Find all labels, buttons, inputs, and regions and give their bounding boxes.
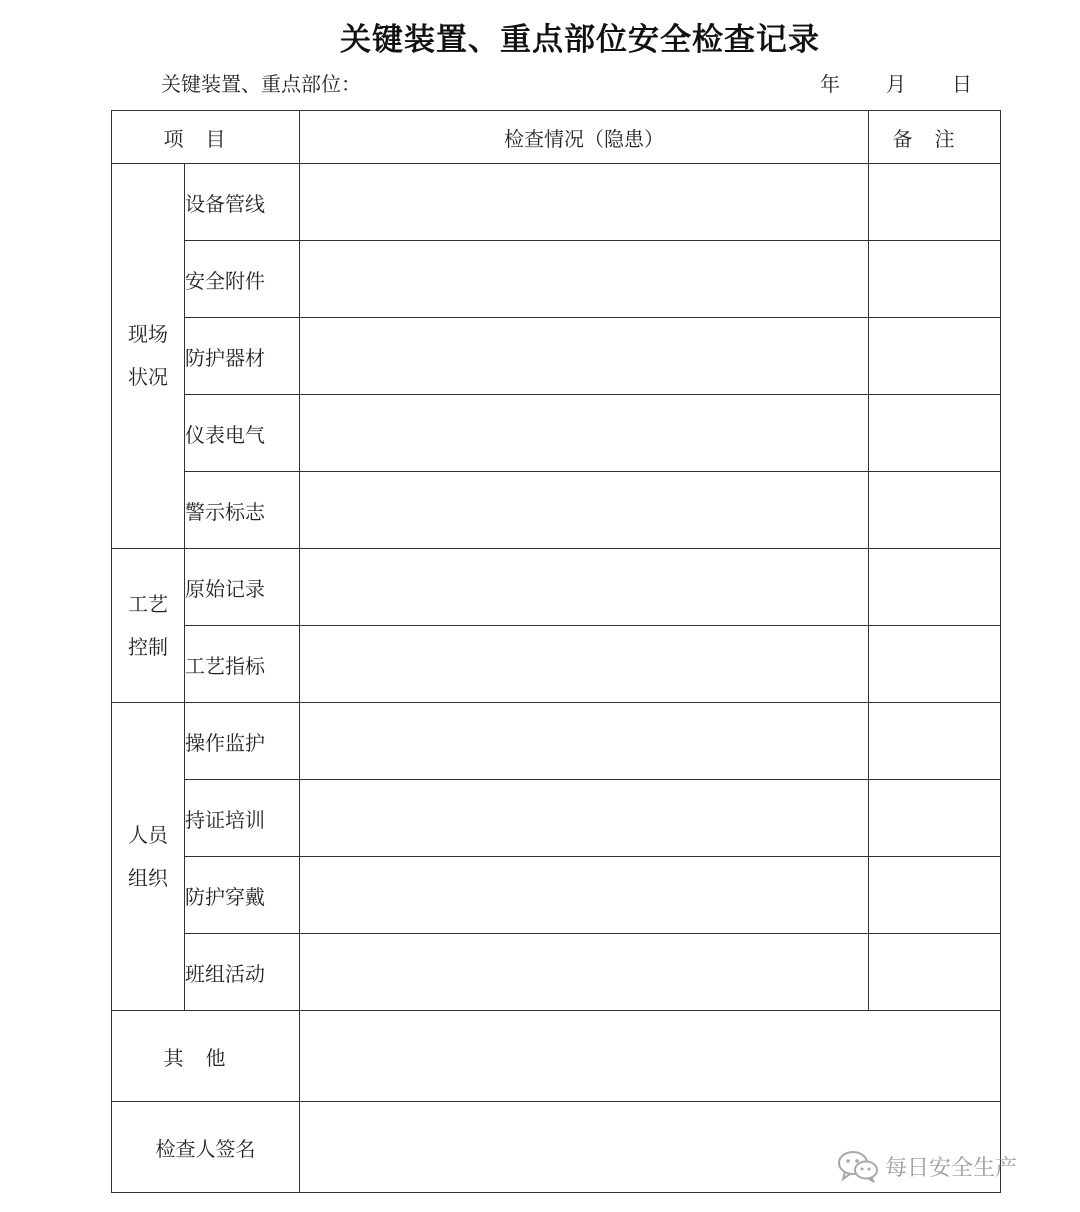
table-row (112, 934, 1001, 1011)
group-label-line: 人员 (128, 822, 168, 847)
remarks-cell[interactable] (869, 703, 1001, 780)
table-row-other (112, 1011, 1001, 1102)
remarks-cell[interactable] (869, 626, 1001, 703)
table-row (112, 626, 1001, 703)
remarks-cell[interactable] (869, 549, 1001, 626)
other-cell[interactable] (300, 1011, 1001, 1102)
remarks-cell[interactable] (869, 318, 1001, 395)
table-row (112, 780, 1001, 857)
item-label: 班组活动 (185, 934, 300, 1011)
date-month-label: 月 (886, 72, 906, 96)
inspection-cell[interactable] (300, 241, 869, 318)
date-day-label: 日 (952, 72, 972, 96)
item-label: 仪表电气 (185, 395, 300, 472)
item-label: 工艺指标 (185, 626, 300, 703)
group-personnel (112, 703, 185, 1011)
item-label: 防护器材 (185, 318, 300, 395)
other-label: 其他 (112, 1011, 300, 1102)
group-process-control (112, 549, 185, 703)
remarks-cell[interactable] (869, 934, 1001, 1011)
table-row (112, 472, 1001, 549)
table-row (112, 857, 1001, 934)
table-row (112, 549, 1001, 626)
signature-label: 检查人签名 (112, 1102, 300, 1193)
remarks-cell[interactable] (869, 780, 1001, 857)
group-site-condition (112, 164, 185, 549)
group-label-line: 状况 (128, 365, 168, 389)
item-label: 防护穿戴 (185, 857, 300, 934)
inspection-cell[interactable] (300, 934, 869, 1011)
inspection-cell[interactable] (300, 164, 869, 241)
remarks-cell[interactable] (869, 395, 1001, 472)
inspection-cell[interactable] (300, 703, 869, 780)
item-label: 安全附件 (185, 241, 300, 318)
remarks-cell[interactable] (869, 472, 1001, 549)
item-label: 设备管线 (185, 164, 300, 241)
inspection-cell[interactable] (300, 318, 869, 395)
inspection-cell[interactable] (300, 472, 869, 549)
remarks-cell[interactable] (869, 857, 1001, 934)
watermark (837, 1146, 1057, 1186)
header-inspection: 检查情况（隐患） (300, 111, 869, 164)
inspection-cell[interactable] (300, 626, 869, 703)
inspection-cell[interactable] (300, 780, 869, 857)
date-year-label: 年 (820, 72, 840, 96)
remarks-cell[interactable] (869, 164, 1001, 241)
table-row (112, 318, 1001, 395)
page-title: 关键装置、重点部位安全检查记录 (340, 22, 820, 58)
group-label-line: 工艺 (128, 591, 168, 616)
item-label: 警示标志 (185, 472, 300, 549)
inspection-cell[interactable] (300, 549, 869, 626)
item-label: 操作监护 (185, 703, 300, 780)
group-label-line: 组织 (128, 865, 168, 890)
header-item: 项目 (112, 111, 300, 164)
remarks-cell[interactable] (869, 241, 1001, 318)
header-remarks: 备注 (869, 111, 1001, 164)
item-label: 原始记录 (185, 549, 300, 626)
inspection-table (111, 110, 1001, 1193)
table-row (112, 395, 1001, 472)
group-label-line: 现场 (128, 322, 168, 346)
location-label: 关键装置、重点部位： (161, 72, 361, 96)
watermark-text: 每日安全生产 (885, 1155, 1018, 1181)
table-row (112, 703, 1001, 780)
inspection-cell[interactable] (300, 395, 869, 472)
inspection-cell[interactable] (300, 857, 869, 934)
item-label: 持证培训 (185, 780, 300, 857)
wechat-icon (837, 1149, 879, 1183)
group-label-line: 控制 (128, 634, 168, 659)
table-row (112, 241, 1001, 318)
header-row (112, 111, 1001, 164)
table-row (112, 164, 1001, 241)
